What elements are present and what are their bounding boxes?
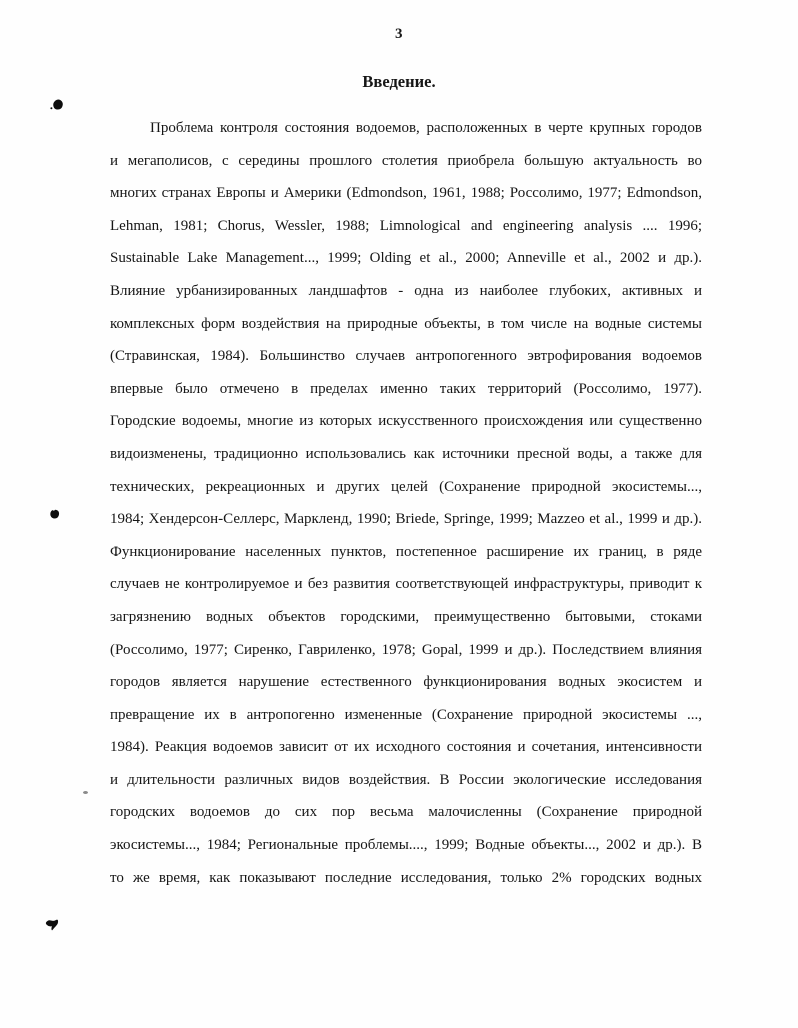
ink-blot-icon	[48, 98, 66, 115]
paragraph-line: превращение их в антропогенно измененные (Сохранение природной экосистемы ...,	[110, 706, 702, 723]
paragraph-line: то же время, как показывают последние исследования, только 2% городских водных	[110, 869, 702, 886]
paragraph-line: видоизменены, традиционно использовались как источники пресной воды, а также для	[110, 445, 702, 462]
paragraph-line: Lehman, 1981; Chorus, Wessler, 1988; Limnological and engineering analysis .... 1996;	[110, 217, 702, 234]
paragraph-line: технических, рекреационных и других целей (Сохранение природной экосистемы...,	[110, 478, 702, 495]
paragraph-body	[110, 112, 702, 894]
paragraph-line: (Стравинская, 1984). Большинство случаев антропогенного эвтрофирования водоемов	[110, 348, 702, 365]
page-number: 3	[395, 26, 403, 42]
paragraph-line: городских водоемов до сих пор весьма малочисленны (Сохранение природной	[110, 804, 702, 821]
paragraph-line: Sustainable Lake Management..., 1999; Olding et al., 2000; Anneville et al., 2002 и др.).	[110, 250, 702, 267]
paragraph-line: Городские водоемы, многие из которых искусственного происхождения или существенно	[110, 413, 702, 430]
scan-speck	[83, 791, 88, 794]
paragraph-line: 1984). Реакция водоемов зависит от их исходного состояния и сочетания, интенсивности	[110, 739, 702, 756]
paragraph-line: экосистемы..., 1984; Региональные проблемы...., 1999; Водные объекты..., 2002 и др.). В	[110, 837, 702, 854]
paragraph-line: Проблема контроля состояния водоемов, расположенных в черте крупных городов	[150, 120, 702, 136]
paragraph-line: и мегаполисов, с середины прошлого столетия приобрела большую актуальность во	[110, 152, 702, 169]
ink-blot-icon	[44, 917, 64, 934]
paragraph-line: многих странах Европы и Америки (Edmondson, 1961, 1988; Россолимо, 1977; Edmondson,	[110, 185, 702, 202]
paragraph-line: Функционирование населенных пунктов, постепенное расширение их границ, в ряде	[110, 543, 702, 560]
paragraph-line: загрязнению водных объектов городскими, преимущественно бытовыми, стоками	[110, 608, 702, 625]
paragraph-line: впервые было отмечено в пределах именно таких территорий (Россолимо, 1977).	[110, 380, 702, 397]
paragraph-line: городов является нарушение естественного функционирования водных экосистем и	[110, 674, 702, 691]
paragraph-line: (Россолимо, 1977; Сиренко, Гавриленко, 1978; Gopal, 1999 и др.). Последствием влияния	[110, 641, 702, 658]
paragraph-line: комплексных форм воздействия на природные объекты, в том числе на водные системы	[110, 315, 702, 332]
paragraph-line: 1984; Хендерсон-Селлерс, Маркленд, 1990; Briede, Springe, 1999; Mazzeo et al., 1999 и др.).	[110, 511, 702, 528]
section-title: Введение.	[362, 72, 436, 91]
paragraph-line: случаев не контролируемое и без развития соответствующей инфраструктуры, приводит к	[110, 576, 702, 593]
paragraph-line: Влияние урбанизированных ландшафтов - одна из наиболее глубоких, активных и	[110, 282, 702, 299]
ink-blot-icon	[47, 508, 63, 523]
paragraph-line: и длительности различных видов воздействия. В России экологические исследования	[110, 771, 702, 788]
